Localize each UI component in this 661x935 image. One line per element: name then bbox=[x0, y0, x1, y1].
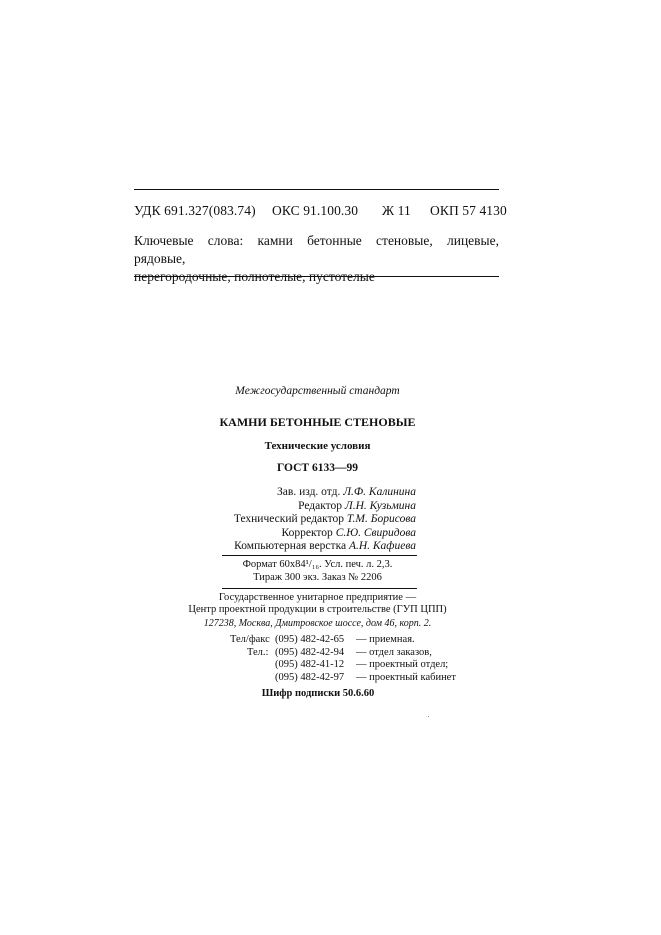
okp-code: ОКП 57 4130 bbox=[430, 203, 507, 218]
staff-row bbox=[216, 513, 416, 527]
phone-destination: — отдел заказов, bbox=[356, 646, 432, 658]
imprint-rule-2 bbox=[222, 588, 417, 589]
publisher-line-2: Центр проектной продукции в строительстве (ГУП ЦПП) bbox=[188, 604, 447, 615]
oks-code: ОКС 91.100.30 bbox=[272, 203, 359, 218]
publisher-address: 127238, Москва, Дмитровское шоссе, дом 46, корп. 2. bbox=[203, 618, 432, 629]
print-run-line: Тираж 300 экз. Заказ № 2206 bbox=[253, 572, 382, 583]
imprint-rule-1 bbox=[222, 555, 417, 556]
staff-role: Технический редактор bbox=[233, 513, 347, 525]
staff-name: А.Н. Кафиева bbox=[348, 540, 416, 552]
staff-name: Л.Ф. Калинина bbox=[343, 486, 416, 498]
staff-list bbox=[216, 486, 416, 554]
print-speck bbox=[428, 716, 429, 717]
keywords-block bbox=[134, 232, 499, 286]
gost-number: ГОСТ 6133—99 bbox=[277, 462, 358, 474]
phone-number: (095) 482-42-94 bbox=[275, 646, 345, 658]
staff-row bbox=[216, 527, 416, 541]
staff-name: С.Ю. Свиридова bbox=[335, 526, 416, 539]
staff-role: Зав. изд. отд. bbox=[277, 486, 344, 498]
standard-type: Межгосударственный стандарт bbox=[235, 385, 400, 397]
phone-number: (095) 482-42-97 bbox=[275, 671, 345, 683]
staff-row bbox=[216, 540, 416, 554]
staff-name: Л.Н. Кузьмина bbox=[344, 499, 416, 512]
staff-role: Корректор bbox=[281, 526, 336, 539]
staff-row bbox=[216, 500, 416, 514]
publisher-line-1: Государственное унитарное предприятие — bbox=[218, 592, 417, 603]
keywords-bottom-rule bbox=[134, 276, 499, 277]
classification-codes bbox=[134, 203, 507, 221]
staff-row bbox=[216, 486, 416, 500]
phone-destination: — приемная. bbox=[356, 634, 415, 645]
staff-role: Компьютерная верстка bbox=[234, 540, 349, 552]
format-line: Формат 60x84¹/₁₆. Усл. печ. л. 2,3. bbox=[242, 559, 393, 570]
keywords-line-2: перегородочные, полнотелые, пустотелые bbox=[134, 269, 375, 284]
document-subtitle: Технические условия bbox=[264, 440, 371, 452]
staff-role: Редактор bbox=[298, 499, 345, 512]
keywords-line-1: Ключевые слова: камни бетонные стеновые, лицевые, рядовые, bbox=[134, 233, 499, 266]
subscription-code: Шифр подписки 50.6.60 bbox=[261, 688, 375, 699]
udk-code: УДК 691.327(083.74) bbox=[134, 203, 256, 218]
staff-name: Т.М. Борисова bbox=[346, 513, 416, 525]
phone-label: Тел/факс bbox=[230, 634, 270, 645]
phone-number: (095) 482-41-12 bbox=[275, 659, 345, 670]
phone-label: Тел.: bbox=[247, 646, 269, 658]
phone-destination: — проектный кабинет bbox=[356, 671, 456, 683]
zh-code: Ж 11 bbox=[382, 203, 411, 218]
document-title: КАМНИ БЕТОННЫЕ СТЕНОВЫЕ bbox=[219, 415, 416, 429]
phone-destination: — проектный отдел; bbox=[356, 659, 449, 670]
top-rule bbox=[134, 189, 499, 190]
phone-number: (095) 482-42-65 bbox=[275, 634, 345, 645]
